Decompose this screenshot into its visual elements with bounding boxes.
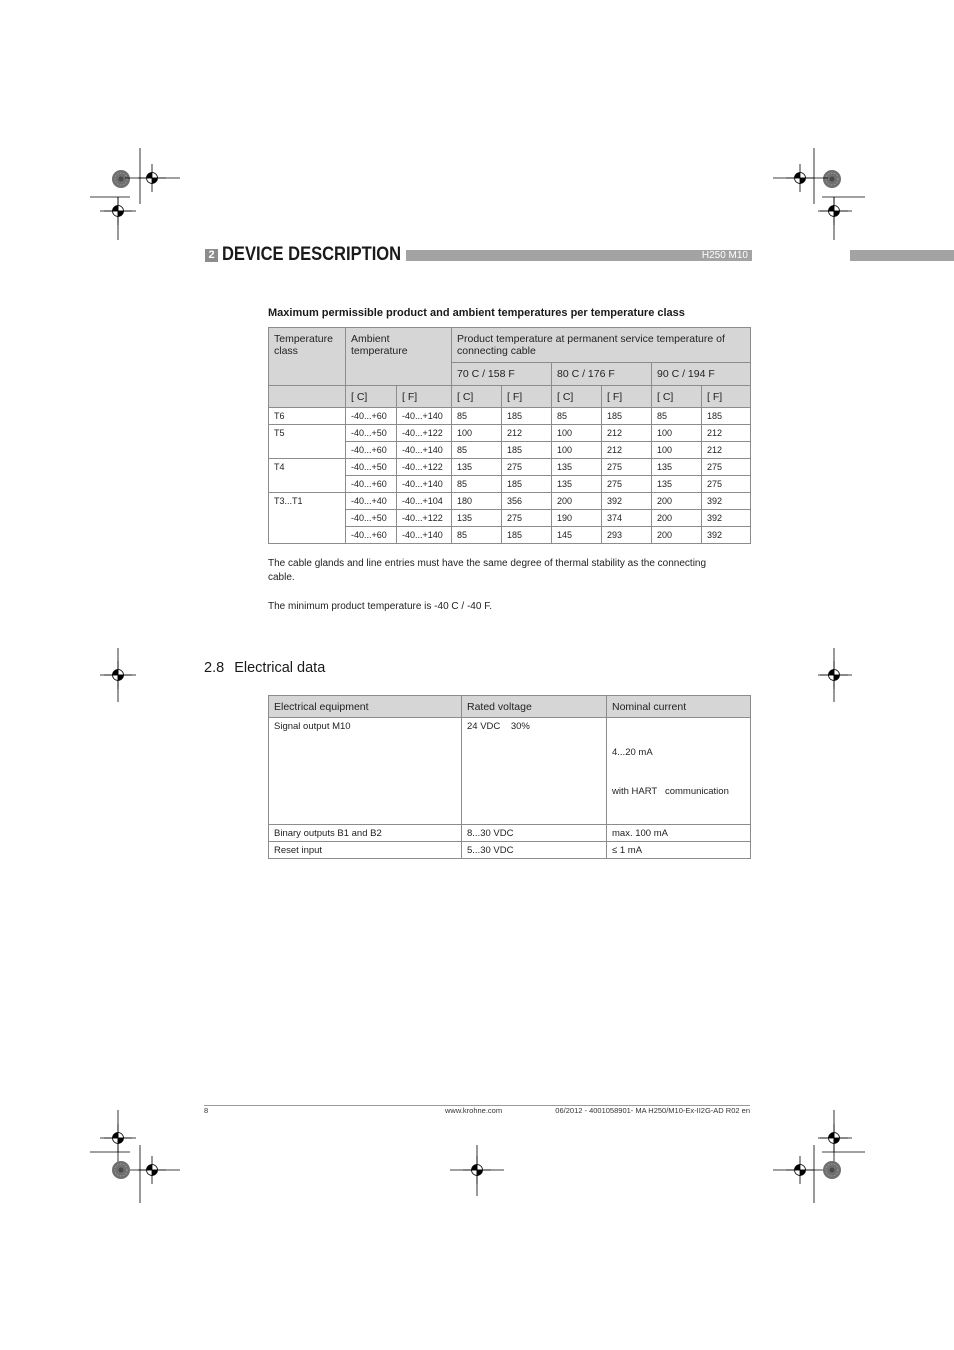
table-header-row bbox=[269, 386, 751, 408]
product-temperature-cell: 185 bbox=[502, 442, 552, 459]
product-temperature-cell: 85 bbox=[652, 408, 702, 425]
temperature-table-title: Maximum permissible product and ambient temperatures per temperature class bbox=[268, 307, 685, 319]
registration-mark bbox=[104, 197, 132, 225]
product-temperature-cell: 185 bbox=[602, 408, 652, 425]
column-header-rated-voltage: Rated voltage bbox=[462, 696, 607, 718]
column-header-ambient-temperature: Ambient temperature bbox=[346, 328, 452, 386]
column-header-product-temperature: Product temperature at permanent service temperature of connecting cable bbox=[452, 328, 751, 363]
ambient-temperature-cell: -40...+122 bbox=[397, 459, 452, 476]
ambient-temperature-cell: -40...+140 bbox=[397, 442, 452, 459]
product-temperature-cell: 185 bbox=[502, 527, 552, 544]
product-temperature-cell: 100 bbox=[452, 425, 502, 442]
page-number: 8 bbox=[204, 1106, 209, 1115]
product-temperature-cell: 85 bbox=[452, 476, 502, 493]
product-temperature-cell: 275 bbox=[702, 459, 751, 476]
column-header-unit-fahrenheit: [ F] bbox=[397, 386, 452, 408]
product-temperature-cell: 212 bbox=[502, 425, 552, 442]
column-header-empty bbox=[269, 386, 346, 408]
product-temperature-cell: 374 bbox=[602, 510, 652, 527]
ambient-temperature-cell: -40...+50 bbox=[346, 425, 397, 442]
column-header-unit-fahrenheit: [ F] bbox=[502, 386, 552, 408]
product-temperature-cell: 85 bbox=[452, 442, 502, 459]
color-disc-mark bbox=[823, 1161, 841, 1179]
product-temperature-cell: 392 bbox=[602, 493, 652, 510]
product-temperature-cell: 135 bbox=[552, 459, 602, 476]
color-disc-mark bbox=[112, 170, 130, 188]
registration-mark bbox=[820, 1124, 848, 1152]
column-header-cable-temperature: 80 C / 176 F bbox=[552, 363, 652, 386]
product-temperature-cell: 392 bbox=[702, 527, 751, 544]
column-header-unit-fahrenheit: [ F] bbox=[702, 386, 751, 408]
table-header-row bbox=[269, 328, 751, 363]
product-temperature-cell: 135 bbox=[452, 510, 502, 527]
column-header-unit-celsius: [ C] bbox=[346, 386, 397, 408]
product-temperature-cell: 135 bbox=[552, 476, 602, 493]
product-temperature-cell: 185 bbox=[502, 408, 552, 425]
temperature-class-cell: T5 bbox=[269, 425, 346, 459]
equipment-cell: Binary outputs B1 and B2 bbox=[269, 825, 462, 842]
ambient-temperature-cell: -40...+60 bbox=[346, 476, 397, 493]
product-temperature-cell: 100 bbox=[552, 425, 602, 442]
header-bar bbox=[406, 250, 752, 261]
registration-mark bbox=[104, 661, 132, 689]
temperature-class-cell: T6 bbox=[269, 408, 346, 425]
registration-mark bbox=[786, 1156, 814, 1184]
product-temperature-cell: 275 bbox=[702, 476, 751, 493]
chapter-number: 2 bbox=[205, 249, 218, 262]
ambient-temperature-cell: -40...+104 bbox=[397, 493, 452, 510]
equipment-cell: Signal output M10 bbox=[269, 718, 462, 825]
temperature-class-cell: T3...T1 bbox=[269, 493, 346, 544]
equipment-cell: Reset input bbox=[269, 842, 462, 859]
footer-document-id: 06/2012 - 4001058901- MA H250/M10-Ex-II2G-AD R02 en bbox=[555, 1106, 750, 1115]
current-note: with HART communication bbox=[612, 786, 729, 797]
note-minimum-temperature: The minimum product temperature is -40 C / -40 F. bbox=[268, 601, 492, 612]
product-temperature-cell: 200 bbox=[652, 510, 702, 527]
product-temperature-cell: 85 bbox=[452, 408, 502, 425]
section-number: 2.8 bbox=[204, 660, 225, 676]
product-temperature-cell: 100 bbox=[552, 442, 602, 459]
product-temperature-cell: 85 bbox=[452, 527, 502, 544]
column-header-unit-fahrenheit: [ F] bbox=[602, 386, 652, 408]
table-header-row bbox=[269, 696, 751, 718]
table-row bbox=[269, 408, 751, 425]
table-row bbox=[269, 459, 751, 476]
product-temperature-cell: 275 bbox=[602, 476, 652, 493]
product-temperature-cell: 185 bbox=[702, 408, 751, 425]
ambient-temperature-cell: -40...+140 bbox=[397, 408, 452, 425]
voltage-cell: 24 VDC 30% bbox=[462, 718, 607, 825]
product-name: H250 M10 bbox=[701, 250, 748, 261]
section-title: Electrical data bbox=[234, 660, 326, 676]
voltage-cell: 5...30 VDC bbox=[462, 842, 607, 859]
registration-mark bbox=[138, 1156, 166, 1184]
product-temperature-cell: 145 bbox=[552, 527, 602, 544]
color-disc-mark bbox=[823, 170, 841, 188]
ambient-temperature-cell: -40...+60 bbox=[346, 408, 397, 425]
voltage-cell: 8...30 VDC bbox=[462, 825, 607, 842]
product-temperature-cell: 185 bbox=[502, 476, 552, 493]
table-row bbox=[269, 842, 751, 859]
product-temperature-cell: 135 bbox=[652, 459, 702, 476]
table-row bbox=[269, 718, 751, 825]
ambient-temperature-cell: -40...+60 bbox=[346, 442, 397, 459]
product-temperature-cell: 85 bbox=[552, 408, 602, 425]
column-header-electrical-equipment: Electrical equipment bbox=[269, 696, 462, 718]
current-value: 4...20 mA bbox=[612, 747, 653, 758]
product-temperature-cell: 356 bbox=[502, 493, 552, 510]
footer-website: www.krohne.com bbox=[445, 1106, 503, 1115]
product-temperature-cell: 293 bbox=[602, 527, 652, 544]
column-header-cable-temperature: 90 C / 194 F bbox=[652, 363, 751, 386]
registration-mark bbox=[786, 164, 814, 192]
product-temperature-cell: 180 bbox=[452, 493, 502, 510]
current-cell: ≤ 1 mA bbox=[607, 842, 751, 859]
temperature-table-body bbox=[269, 408, 751, 544]
section-heading bbox=[204, 659, 325, 677]
column-header-unit-celsius: [ C] bbox=[552, 386, 602, 408]
temperature-class-cell: T4 bbox=[269, 459, 346, 493]
column-header-temperature-class: Temperature class bbox=[269, 328, 346, 386]
product-temperature-cell: 392 bbox=[702, 493, 751, 510]
table-row bbox=[269, 493, 751, 510]
product-temperature-cell: 200 bbox=[652, 527, 702, 544]
product-temperature-cell: 392 bbox=[702, 510, 751, 527]
product-temperature-cell: 275 bbox=[502, 459, 552, 476]
current-cell bbox=[607, 718, 751, 825]
product-temperature-cell: 212 bbox=[602, 425, 652, 442]
current-cell: max. 100 mA bbox=[607, 825, 751, 842]
ambient-temperature-cell: -40...+122 bbox=[397, 510, 452, 527]
registration-mark bbox=[104, 1124, 132, 1152]
registration-mark bbox=[820, 197, 848, 225]
product-temperature-cell: 100 bbox=[652, 425, 702, 442]
product-temperature-cell: 212 bbox=[702, 442, 751, 459]
product-temperature-cell: 275 bbox=[602, 459, 652, 476]
color-disc-mark bbox=[112, 1161, 130, 1179]
electrical-data-table bbox=[268, 695, 751, 859]
ambient-temperature-cell: -40...+60 bbox=[346, 527, 397, 544]
product-temperature-cell: 190 bbox=[552, 510, 602, 527]
chapter-title: DEVICE DESCRIPTION bbox=[222, 244, 402, 265]
column-header-cable-temperature: 70 C / 158 F bbox=[452, 363, 552, 386]
product-temperature-cell: 100 bbox=[652, 442, 702, 459]
ambient-temperature-cell: -40...+40 bbox=[346, 493, 397, 510]
product-temperature-cell: 212 bbox=[602, 442, 652, 459]
registration-mark bbox=[138, 164, 166, 192]
ambient-temperature-cell: -40...+50 bbox=[346, 510, 397, 527]
header-edge-tab bbox=[850, 250, 954, 261]
temperature-class-table bbox=[268, 327, 751, 544]
ambient-temperature-cell: -40...+50 bbox=[346, 459, 397, 476]
table-row bbox=[269, 425, 751, 442]
table-row bbox=[269, 825, 751, 842]
product-temperature-cell: 212 bbox=[702, 425, 751, 442]
product-temperature-cell: 135 bbox=[652, 476, 702, 493]
registration-mark bbox=[463, 1156, 491, 1184]
product-temperature-cell: 275 bbox=[502, 510, 552, 527]
ambient-temperature-cell: -40...+140 bbox=[397, 476, 452, 493]
product-temperature-cell: 135 bbox=[452, 459, 502, 476]
column-header-unit-celsius: [ C] bbox=[452, 386, 502, 408]
ambient-temperature-cell: -40...+122 bbox=[397, 425, 452, 442]
registration-mark bbox=[820, 661, 848, 689]
column-header-unit-celsius: [ C] bbox=[652, 386, 702, 408]
ambient-temperature-cell: -40...+140 bbox=[397, 527, 452, 544]
product-temperature-cell: 200 bbox=[652, 493, 702, 510]
product-temperature-cell: 200 bbox=[552, 493, 602, 510]
column-header-nominal-current: Nominal current bbox=[607, 696, 751, 718]
note-cable-glands: The cable glands and line entries must have the same degree of thermal stability as the connecting cable. bbox=[268, 558, 707, 583]
